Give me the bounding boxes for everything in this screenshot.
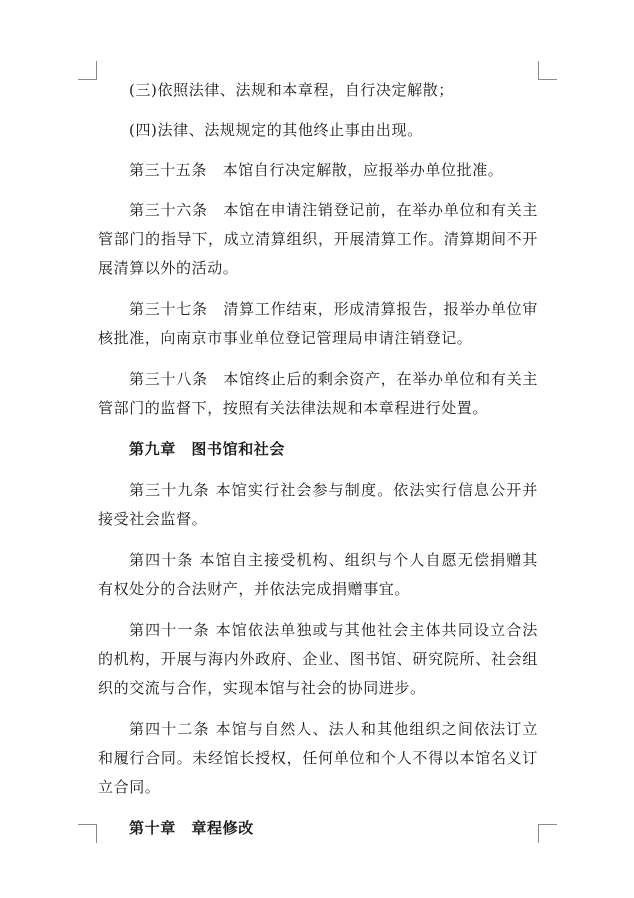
crop-mark-bottom-right xyxy=(538,824,557,843)
clause-item-3: (三)依照法律、法规和本章程，自行决定解散； xyxy=(129,81,454,99)
clause-item-4: (四)法律、法规规定的其他终止事由出现。 xyxy=(129,121,423,139)
article-36: 第三十六条 本馆在申请注销登记前，在举办单位和有关主管部门的指导下，成立清算组织，开展清算工作。清算期间不开展清算以外的活动。 xyxy=(98,201,538,277)
document-body xyxy=(98,76,538,843)
article-38: 第三十八条 本馆终止后的剩余资产，在举办单位和有关主管部门的监督下，按照有关法律法规和本章程进行处置。 xyxy=(98,370,538,417)
crop-mark-top-right xyxy=(538,61,557,80)
crop-mark-bottom-left xyxy=(78,824,97,843)
chapter-10-heading: 第十章 章程修改 xyxy=(129,819,254,837)
article-41: 第四十一条 本馆依法单独或与其他社会主体共同设立合法的机构，开展与海内外政府、企业、图书馆、研究院所、社会组织的交流与合作，实现本馆与社会的协同进步。 xyxy=(98,621,538,697)
article-37: 第三十七条 清算工作结束，形成清算报告，报举办单位审核批准，向南京市事业单位登记管理局申请注销登记。 xyxy=(98,300,538,347)
chapter-9-heading: 第九章 图书馆和社会 xyxy=(129,440,286,458)
article-35: 第三十五条 本馆自行决定解散，应报举办单位批准。 xyxy=(129,161,504,179)
article-39: 第三十九条 本馆实行社会参与制度。依法实行信息公开并接受社会监督。 xyxy=(98,481,538,528)
crop-mark-top-left xyxy=(78,61,97,80)
article-42: 第四十二条 本馆与自然人、法人和其他组织之间依法订立和履行合同。未经馆长授权，任何单位和个人不得以本馆名义订立合同。 xyxy=(98,720,538,796)
article-40: 第四十条 本馆自主接受机构、组织与个人自愿无偿捐赠其有权处分的合法财产，并依法完成捐赠事宜。 xyxy=(98,551,538,598)
